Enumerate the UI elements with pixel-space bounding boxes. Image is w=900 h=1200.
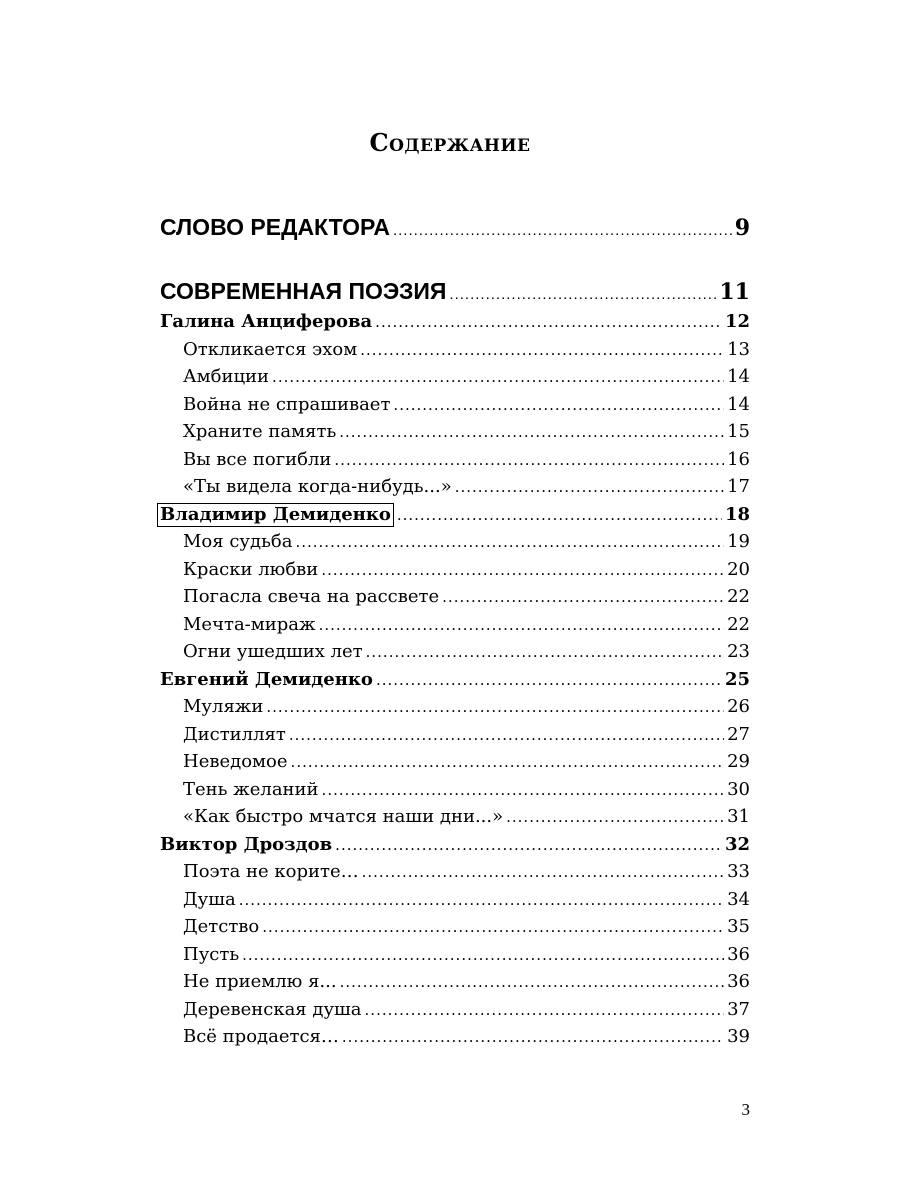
toc-author-name: Виктор Дроздов — [160, 833, 333, 855]
toc-page-number: 22 — [727, 613, 750, 635]
dot-leader — [262, 914, 724, 942]
dot-leader — [272, 364, 724, 392]
toc-entry[interactable] — [160, 473, 750, 501]
dot-leader — [376, 667, 722, 695]
toc-page-number: 13 — [727, 338, 750, 360]
toc-entry[interactable] — [160, 803, 750, 831]
toc-page-number: 30 — [727, 778, 750, 800]
dot-leader — [242, 942, 724, 970]
toc-entry-title: Поэта не корите… — [183, 861, 359, 882]
toc-entry[interactable] — [160, 556, 750, 584]
toc-entry-title: Моя судьба — [183, 531, 293, 552]
page-number: 3 — [741, 1100, 750, 1119]
toc-entry[interactable] — [160, 336, 750, 364]
toc-entry-title: Пусть — [183, 943, 240, 965]
dot-leader — [455, 474, 724, 502]
dot-leader — [266, 694, 724, 722]
toc-page-number: 15 — [727, 421, 750, 442]
dot-leader — [442, 584, 724, 612]
toc-page-number: 31 — [727, 806, 750, 827]
toc-entry[interactable] — [160, 968, 750, 996]
toc-entry[interactable] — [160, 996, 750, 1024]
dot-leader — [339, 419, 724, 447]
toc-entry[interactable] — [160, 638, 750, 666]
toc-author-name: Владимир Демиденко — [157, 503, 394, 527]
toc-entry-title: «Как быстро мчатся наши дни...» — [183, 806, 504, 827]
toc-entry[interactable] — [160, 941, 750, 969]
dot-leader — [366, 639, 724, 667]
toc-page-number: 26 — [727, 696, 750, 717]
dot-leader — [449, 278, 716, 312]
toc-author-name: Галина Анциферова — [160, 311, 373, 332]
toc-entry[interactable] — [160, 363, 750, 391]
dot-leader — [291, 749, 725, 777]
toc-entry[interactable] — [160, 1023, 750, 1051]
toc-entry[interactable] — [160, 391, 750, 419]
page-title: Содержание — [369, 128, 531, 157]
toc-entry-title: Война не спрашивает — [183, 393, 391, 415]
toc-entry[interactable] — [160, 858, 750, 886]
toc-entry[interactable] — [160, 748, 750, 776]
toc-entry-title: Муляжи — [183, 696, 264, 717]
toc-page-number: 29 — [727, 751, 750, 772]
toc-entry[interactable] — [160, 776, 750, 804]
toc-entry-title: Деревенская душа — [183, 998, 362, 1020]
toc-entry[interactable] — [160, 693, 750, 721]
toc-entry[interactable] — [160, 528, 750, 556]
toc-entry-title: Амбиции — [183, 366, 270, 387]
toc-page-number: 37 — [727, 998, 750, 1020]
dot-leader — [295, 529, 724, 557]
toc-author[interactable] — [160, 666, 750, 694]
toc-page-number: 11 — [719, 279, 750, 305]
dot-leader — [342, 1024, 724, 1052]
toc-page-number: 18 — [724, 503, 750, 525]
toc-page-number: 17 — [727, 476, 750, 497]
toc-entry[interactable] — [160, 611, 750, 639]
toc-entry-title: Всё продается… — [183, 1026, 339, 1047]
toc-page-number: 36 — [727, 943, 750, 965]
toc-entry-title: Огни ушедших лет — [183, 641, 363, 662]
toc-entry-title: Детство — [183, 916, 260, 937]
toc-page-number: 36 — [727, 971, 750, 992]
dot-leader — [319, 612, 725, 640]
toc-page-number: 27 — [727, 723, 750, 745]
toc-entry-title: Погасла свеча на рассвете — [183, 586, 440, 607]
toc-entry[interactable] — [160, 583, 750, 611]
toc-page-number: 12 — [724, 311, 750, 332]
dot-leader — [334, 447, 724, 475]
toc-entry-title: Неведомое — [183, 751, 288, 772]
dot-leader — [340, 969, 725, 997]
dot-leader — [239, 887, 724, 915]
toc-page-number: 25 — [724, 668, 750, 690]
toc-entry-title: Тень желаний — [183, 778, 319, 800]
toc-entry-title: Откликается эхом — [183, 338, 358, 360]
toc-entry[interactable] — [160, 913, 750, 941]
toc-page-number: 14 — [727, 366, 750, 387]
toc-entry-title: Дистиллят — [183, 723, 286, 745]
toc-author-name: Евгений Демиденко — [160, 668, 373, 690]
toc-page-number: 35 — [727, 916, 750, 937]
toc-entry[interactable] — [160, 446, 750, 474]
toc-entry-title: Не приемлю я... — [183, 971, 337, 992]
toc-entry-title: Мечта-мираж — [183, 613, 316, 635]
toc-entry-title: Вы все погибли — [183, 448, 332, 470]
toc-entry-title: Душа — [183, 888, 236, 910]
table-of-contents — [160, 210, 750, 1051]
dot-leader — [393, 214, 732, 248]
dot-leader — [393, 392, 724, 420]
toc-entry-title: «Ты видела когда-нибудь...» — [183, 476, 452, 497]
dot-leader — [360, 337, 724, 365]
toc-entry-title: Краски любви — [183, 558, 319, 580]
toc-author[interactable] — [160, 308, 750, 336]
toc-page-number: 23 — [727, 641, 750, 662]
toc-entry[interactable] — [160, 721, 750, 749]
dot-leader — [506, 804, 724, 832]
toc-page-number: 20 — [727, 558, 750, 580]
toc-section-poetry[interactable] — [160, 274, 750, 308]
toc-page-number: 34 — [727, 888, 750, 910]
dot-leader — [365, 997, 725, 1025]
toc-page-number: 14 — [727, 393, 750, 415]
dot-leader — [322, 777, 725, 805]
dot-leader — [362, 859, 724, 887]
toc-section-editor[interactable] — [160, 210, 750, 244]
dot-leader — [397, 502, 722, 530]
toc-page-number: 16 — [727, 448, 750, 470]
toc-entry-title: Храните память — [183, 421, 337, 442]
toc-author[interactable] — [160, 831, 750, 859]
toc-page-number: 39 — [727, 1026, 750, 1047]
dot-leader — [375, 309, 722, 337]
toc-entry[interactable] — [160, 886, 750, 914]
dot-leader — [321, 557, 724, 585]
toc-author-selected[interactable] — [160, 501, 750, 529]
toc-page-number: 22 — [727, 586, 750, 607]
toc-page-number: 9 — [734, 215, 750, 241]
toc-page-number: 33 — [727, 861, 750, 882]
toc-entry[interactable] — [160, 418, 750, 446]
dot-leader — [289, 722, 724, 750]
toc-page-number: 19 — [727, 531, 750, 552]
toc-section-label: СОВРЕМЕННАЯ ПОЭЗИЯ — [160, 278, 447, 304]
toc-page-number: 32 — [724, 833, 750, 855]
dot-leader — [335, 832, 722, 860]
toc-section-label: СЛОВО РЕДАКТОРА — [160, 214, 390, 240]
